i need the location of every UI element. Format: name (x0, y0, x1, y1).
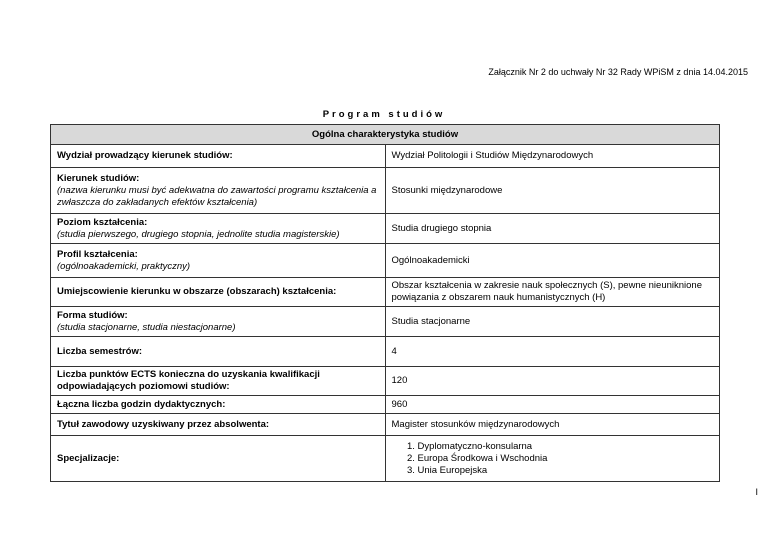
row-value: Magister stosunków międzynarodowych (385, 414, 720, 436)
row-value: Studia drugiego stopnia (385, 214, 720, 244)
list-item: 2. Europa Środkowa i Wschodnia (418, 453, 714, 465)
row-value-cell (385, 436, 720, 482)
row-value: Obszar kształcenia w zakresie nauk społecznych (S), pewne nieuniknione powiązania z obszarem nauk humanistycznych (H) (385, 278, 720, 307)
row-label: Umiejscowienie kierunku w obszarze (obszarach) kształcenia: (51, 278, 386, 307)
row-label-cell (51, 214, 386, 244)
row-note: (nazwa kierunku musi być adekwatna do zawartości programu kształcenia a zwłaszcza do zakładanych efektów kształcenia) (57, 184, 377, 208)
row-label: Forma studiów: (57, 309, 128, 321)
row-value: 4 (385, 337, 720, 367)
row-note: (ogólnoakademicki, praktyczny) (57, 260, 191, 272)
row-label: Liczba semestrów: (51, 337, 386, 367)
row-label: Wydział prowadzący kierunek studiów: (51, 145, 386, 168)
table-row (51, 244, 720, 278)
table-row (51, 168, 720, 214)
row-value: Stosunki międzynarodowe (385, 168, 720, 214)
study-program-table (50, 124, 720, 482)
row-label: Tytuł zawodowy uzyskiwany przez absolwenta: (51, 414, 386, 436)
list-item: 3. Unia Europejska (418, 465, 714, 477)
table-row (51, 337, 720, 367)
row-label: Liczba punktów ECTS konieczna do uzyskania kwalifikacji odpowiadających poziomowi studiów: (51, 367, 386, 396)
row-value: Wydział Politologii i Studiów Międzynarodowych (385, 145, 720, 168)
table-row (51, 214, 720, 244)
table-heading: Ogólna charakterystyka studiów (51, 125, 720, 145)
row-value: 120 (385, 367, 720, 396)
row-value: Studia stacjonarne (385, 307, 720, 337)
row-label: Profil kształcenia: (57, 248, 138, 260)
table-row (51, 414, 720, 436)
row-label: Łączna liczba godzin dydaktycznych: (51, 396, 386, 414)
row-label: Specjalizacje: (51, 436, 386, 482)
table-row (51, 307, 720, 337)
document-title: Program studiów (322, 109, 446, 120)
list-item: 1. Dyplomatyczno-konsularna (418, 441, 714, 453)
table-header-row (51, 125, 720, 145)
page-number: I (755, 487, 758, 497)
row-value: Ogólnoakademicki (385, 244, 720, 278)
row-label: Kierunek studiów: (57, 172, 140, 184)
attachment-note: Załącznik Nr 2 do uchwały Nr 32 Rady WPiSM z dnia 14.04.2015 (488, 67, 748, 77)
row-note: (studia pierwszego, drugiego stopnia, jednolite studia magisterskie) (57, 228, 340, 240)
row-value: 960 (385, 396, 720, 414)
row-label: Poziom kształcenia: (57, 216, 148, 228)
table-row (51, 278, 720, 307)
row-label-cell (51, 307, 386, 337)
table-row (51, 367, 720, 396)
row-label-cell (51, 244, 386, 278)
table-row (51, 436, 720, 482)
table-row (51, 396, 720, 414)
table-row (51, 145, 720, 168)
row-note: (studia stacjonarne, studia niestacjonarne) (57, 321, 236, 333)
specializations-list (392, 441, 714, 477)
row-label-cell (51, 168, 386, 214)
